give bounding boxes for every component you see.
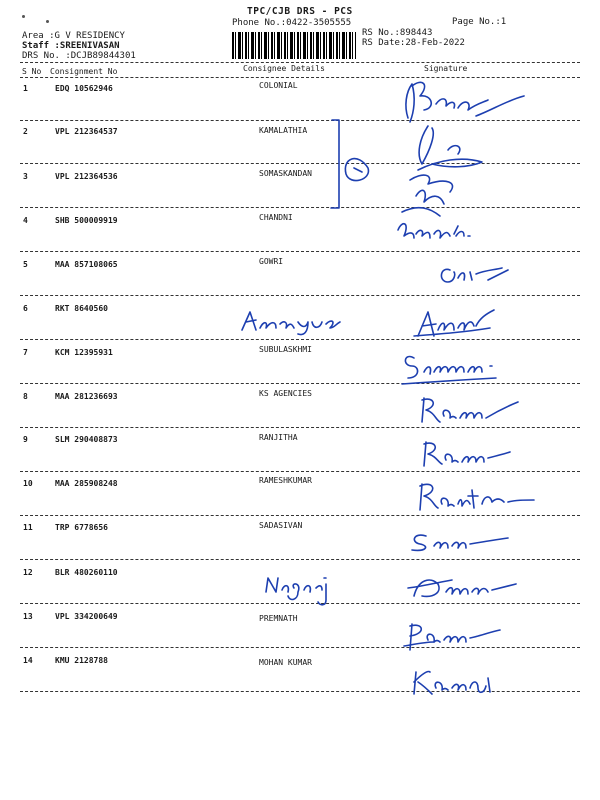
drs-number: DRS No. :DCJB89844301 [22,51,136,61]
row-sno: 3 [23,172,28,181]
row-consignment: KMU 2128788 [55,656,108,665]
row-sno: 7 [23,348,28,357]
row-consignment: BLR 480260110 [55,568,118,577]
row-consignment: VPL 212364537 [55,127,118,136]
signature-row-11 [404,526,514,556]
row-divider [20,295,580,296]
row-consignee: SADASIVAN [259,521,303,530]
row-consignee: SOMASKANDAN [259,169,312,178]
signature-row-14 [406,664,506,698]
row-consignee: GOWRI [259,257,284,266]
row-divider [20,251,580,252]
scan-speck [46,20,49,23]
row-consignee: CHANDNI [259,213,293,222]
row-sno: 1 [23,84,28,93]
scan-speck [22,15,25,18]
column-sno: S No [22,67,42,76]
row-sno: 13 [23,612,33,621]
signature-row-8 [412,392,522,426]
row-consignment: RKT 8640560 [55,304,108,313]
header-divider [20,62,580,63]
row-sno: 6 [23,304,28,313]
row-consignee: SUBULASKHMI [259,345,312,354]
handwritten-name-row-12 [260,570,340,610]
handwritten-name-row-6 [236,306,346,336]
signature-rows-2-3 [388,120,498,220]
row-consignment: MAA 281236693 [55,392,118,401]
row-sno: 12 [23,568,33,577]
rs-number: RS No.:898443 [362,28,433,38]
row-sno: 11 [23,523,33,532]
row-divider [20,559,580,560]
row-consignment: MAA 285908248 [55,479,118,488]
signature-row-7 [396,344,526,388]
row-sno: 9 [23,435,28,444]
row-consignment: SLM 290408873 [55,435,118,444]
signature-row-4 [392,212,492,244]
signature-row-10 [412,476,542,516]
column-consignee: Consignee Details [243,64,325,73]
row-consignment: TRP 6778656 [55,523,108,532]
row-sno: 14 [23,656,33,665]
barcode [232,32,356,59]
row-sno: 4 [23,216,28,225]
row-consignment: VPL 334200649 [55,612,118,621]
rs-date: RS Date:28-Feb-2022 [362,38,465,48]
column-signature: Signature [424,64,468,73]
page-number: Page No.:1 [452,17,507,27]
row-sno: 10 [23,479,33,488]
staff-label: Staff :SREENIVASAN [22,41,120,51]
row-consignment: SHB 500009919 [55,216,118,225]
row-consignment: VPL 212364536 [55,172,118,181]
signature-row-13 [400,616,510,652]
signature-row-12 [404,568,524,602]
row-consignee: RAMESHKUMAR [259,476,312,485]
sheet-title: TPC/CJB DRS - PCS [247,6,353,17]
row-sno: 5 [23,260,28,269]
row-consignee: KS AGENCIES [259,389,312,398]
row-consignee: MOHAN KUMAR [259,658,312,667]
row-consignee: COLONIAL [259,81,298,90]
row-consignee: KAMALATHIA [259,126,308,135]
row-divider [20,471,580,472]
row-consignment: MAA 857108065 [55,260,118,269]
signature-row-9 [416,436,516,470]
row-consignment: EDQ 10562946 [55,84,113,93]
signature-row-6 [410,302,500,342]
phone-number: Phone No.:0422-3505555 [232,18,352,28]
signature-row-5 [436,256,526,292]
row-consignee: RANJITHA [259,433,298,442]
row-sno: 2 [23,127,28,136]
row-sno: 8 [23,392,28,401]
row-consignment: KCM 12395931 [55,348,113,357]
column-consignment: Consignment No [50,67,118,76]
area-label: Area :G V RESIDENCY [22,31,125,41]
row-consignee: PREMNATH [259,614,298,623]
row-divider [20,427,580,428]
